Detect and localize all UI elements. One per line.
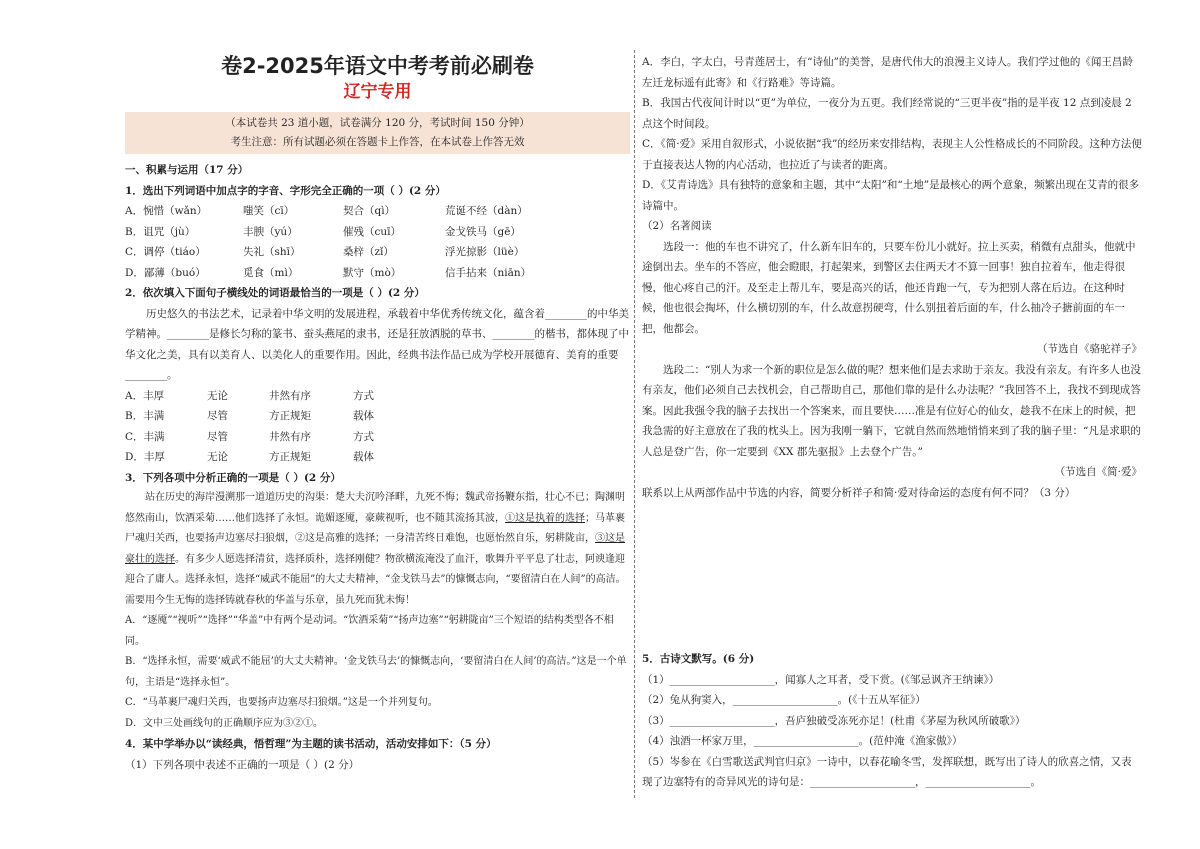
question-2-option-d[interactable]: D．丰厚 无论 方正规矩 载体 <box>125 451 374 463</box>
question-5-stem: 5．古诗文默写。(6 分) <box>642 653 755 665</box>
question-4-option-c[interactable]: C．《简·爱》采用自叙形式，小说依据“我”的经历来安排结构，表现主人公性格成长的不同阶段。这种方法便于直接表达人物的内心活动，也拉近了与读者的距离。 <box>642 138 1142 171</box>
question-3-option-a[interactable]: A．“逐魇”“视听”“选择”“华盖”中有两个是动词。“饮酒采菊”“扬声边塞”“躬耕陇亩”三个短语的结构类型各不相同。 <box>125 615 614 647</box>
question-1-stem: 1．选出下列词语中加点字的字音、字形完全正确的一项（ ）(2 分） <box>125 184 446 197</box>
excerpt-1-source: （节选自《骆驼祥子》 <box>1037 343 1142 355</box>
page-title: 卷2-2025年语文中考考前必刷卷 <box>221 54 534 78</box>
question-2-passage: 历史悠久的书法艺术，记录着中华文明的发展进程，承载着中华优秀传统文化，蕴含着________的中华美学精神。________是修长匀称的篆书、蚕头燕尾的隶书，还是狂放洒脱的草书、________的楷书，都体现了中华文化之美，具有以美育人、以美化人的重要作用。因此，经典书法作品已成为学校开展德育、美育的重要________。 <box>125 307 629 381</box>
recitation-line-3[interactable]: （3）____________________，吾庐独破受冻死亦足！(杜甫《茅屋为秋风所破歌》） <box>642 714 1026 727</box>
page-subtitle: 辽宁专用 <box>343 82 412 102</box>
notice-line-2: 考生注意：所有试题必须在答题卡上作答，在本试卷上作答无效 <box>230 136 525 148</box>
question-2-option-c[interactable]: C．丰满 尽管 井然有序 方式 <box>125 430 374 443</box>
left-column <box>125 52 630 775</box>
question-3-option-d[interactable]: D．文中三处画线句的正确顺序应为③②①。 <box>125 717 324 729</box>
excerpt-2-source: （节选自《简·爱》 <box>1054 466 1142 478</box>
recitation-line-1[interactable]: （1）____________________，闻寡人之耳者，受下赏。(《邹忌讽齐王纳谏》） <box>642 673 1000 686</box>
section-heading: 一、积累与运用（17 分） <box>125 164 249 176</box>
question-3-passage: 站在历史的海岸漫溯那一道道历史的沟渠：楚大夫沉吟泽畔，九死不悔；魏武帝扬鞭东指，壮心不已；陶渊明悠然南山，饮酒采菊……他们选择了永恒。诡媚逐魇，豪蕨视听，也不随其流扬其波，①这是执着的选择；马革裹尸魂归关西，也要扬声边塞尽扫狼烟，②这是高雅的选择；一身清苦终日难饱，也愿怡然自乐，躬耕陇亩，③这是豪壮的选择。有多少人愿选择清贫，选择质朴，选择刚健？物欲横流淹没了血汗，歌舞升平平息了壮志，阿谀逢迎迎合了庸人。选择永恒，选择“威武不能屈”的大丈夫精神，“金戈铁马去”的慷慨志向，“要留清白在人间”的高洁。需要用今生无悔的选择铸就春秋的华盖与乐章，虽九死而犹未悔！ <box>125 492 626 606</box>
answer-space[interactable] <box>642 503 1142 649</box>
question-4-sub1: （1）下列各项中表述不正确的一项是（ ）(2 分） <box>125 758 360 771</box>
question-3-stem: 3．下列各项中分析正确的一项是（ ）(2 分） <box>125 471 341 484</box>
underlined-sentence-3: ③这是豪壮的选择 <box>125 533 625 565</box>
question-2-option-a[interactable]: A．丰厚 无论 井然有序 方式 <box>125 389 374 402</box>
recitation-line-2[interactable]: （2）兔从狗窦入，____________________。(《十五从军征》） <box>642 694 926 706</box>
question-1-option-b[interactable]: B．诅咒（jù） 丰腴（yú） 催残（cuī） 金戈铁马（gē） <box>125 225 521 238</box>
excerpt-1: 选段一：他的车也不讲究了，什么新车旧车的，只要车份儿小就好。拉上买卖，稍微有点甜头，他就中途倒出去。坐车的不答应，他会瞪眼，打起架来，到警区去住两天才不算一回事！独自拉着车，他走得很慢，他心疼自己的汗。及至走上帮儿车，要是高兴的话，他还肯跑一气，专为把别人落在后边。在这种时候，他也很会掏坏，什么横切别的车，什么故意拐硬弯，什么别扭着后面的车，什么抽冷子搪前面的车一把，他都会。 <box>642 240 1136 335</box>
question-3-option-b[interactable]: B．“选择永恒，需要‘威武不能屈’的大丈夫精神。‘金戈铁马去’的慷慨志向，‘要留清白在人间’的高洁。”这是一个单句，主语是“选择永恒”。 <box>125 656 627 688</box>
recitation-line-5[interactable]: （5）岑参在《白雪歌送武判官归京》一诗中，以春花喻冬雪，发挥联想，既写出了诗人的欣喜之情，又表现了边塞特有的奇异风光的诗句是：____________________，____________________。 <box>642 755 1132 788</box>
question-4-option-a[interactable]: A．李白，字太白，号青莲居士，有“诗仙”的美誉，是唐代伟大的浪漫主义诗人。我们学过他的《闻王昌龄左迁龙标遥有此寄》和《行路难》等诗篇。 <box>642 56 1133 89</box>
question-1-option-a[interactable]: A．惋惜（wǎn） 嗤笑（cī） 契合（qì） 荒诞不经（dàn） <box>125 205 528 217</box>
exam-notice <box>125 112 630 154</box>
recitation-line-4[interactable]: （4）浊酒一杯家万里，____________________。(范仲淹《渔家傲》） <box>642 735 963 747</box>
notice-line-1: （本试卷共 23 道小题，试卷满分 120 分，考试时间 150 分钟） <box>225 117 530 129</box>
question-4-prompt: 联系以上从两部作品中节选的内容，简要分析祥子和简·爱对待命运的态度有何不同？（3 分） <box>642 486 1076 499</box>
column-divider <box>634 50 635 798</box>
question-2-option-b[interactable]: B．丰满 尽管 方正规矩 载体 <box>125 410 374 422</box>
underlined-sentence-1: ①这是执着的选择 <box>505 512 585 524</box>
question-4-stem: 4．某中学举办以“读经典，悟哲理”为主题的读书活动，活动安排如下：（5 分） <box>125 738 497 750</box>
question-4-option-d[interactable]: D．《艾青诗选》具有独特的意象和主题，其中“太阳”和“土地”是最核心的两个意象，频繁出现在艾青的很多诗篇中。 <box>642 179 1140 212</box>
question-1-option-c[interactable]: C．调停（tiáo） 失礼（shī） 桑梓（zǐ） 浮光掠影（lüè） <box>125 246 525 258</box>
excerpt-2: 选段二：“别人为求一个新的职位是怎么做的呢？想来他们是去求助于亲友。我没有亲友。有许多人也没有亲友，他们必须自己去找机会，自己帮助自己，那他们靠的是什么办法呢？”我回答不上，我找不到现成答案。因此我强令我的脑子去找出一个答案来，而且要快……准是有位好心的仙女，趁我不在床上的时候，把我急需的好主意放在了我的枕头上。因为我刚一躺下，它就自然而然地悄悄来到了我的脑子里：“凡是求职的人总是登广告，你一定要到《XX 郡先驱报》上去登个广告。” <box>642 363 1141 458</box>
question-2-stem: 2．依次填入下面句子横线处的词语最恰当的一项是（ ）(2 分） <box>125 287 425 299</box>
question-3-option-c[interactable]: C．“马革裹尸魂归关西，也要扬声边塞尽扫狼烟。”这是一个并列复句。 <box>125 697 438 708</box>
right-column <box>642 52 1142 793</box>
question-1-option-d[interactable]: D．鄙薄（buó） 觅食（mì） 默守（mò） 信手拈来（niān） <box>125 266 532 279</box>
question-4-option-b[interactable]: B．我国古代夜间计时以“更”为单位，一夜分为五更。我们经常说的“三更半夜”指的是半夜 12 点到凌晨 2 点这个时间段。 <box>642 97 1132 130</box>
question-4-sub2: （2）名著阅读 <box>642 220 712 232</box>
